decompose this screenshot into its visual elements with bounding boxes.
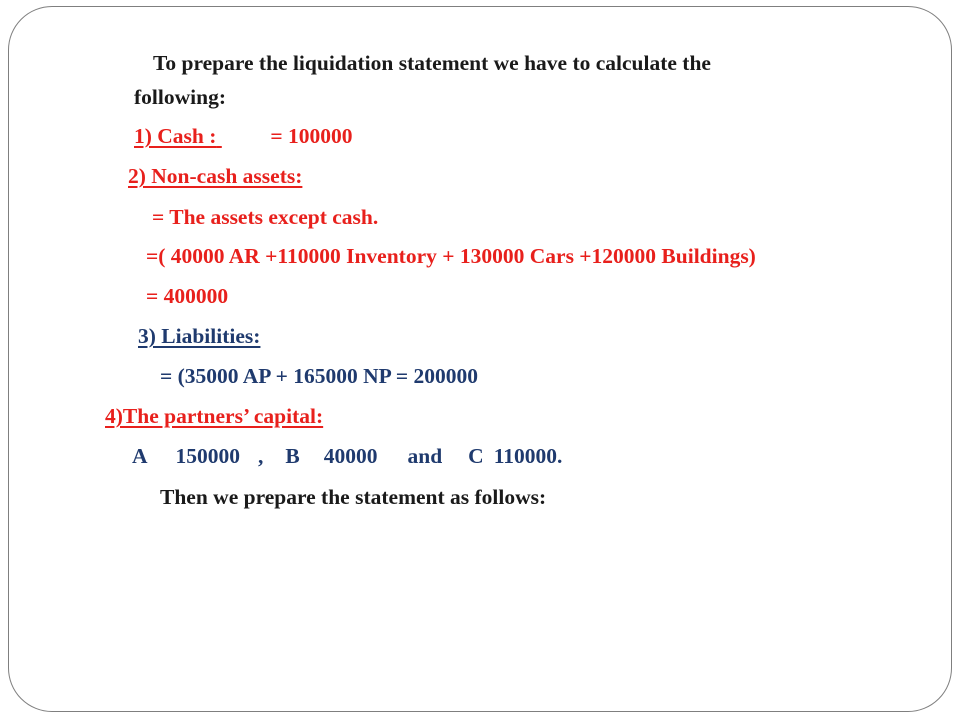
noncash-heading: 2) Non-cash assets: [128,164,303,188]
cash-label: 1) Cash : [134,124,217,148]
cash-row [134,126,353,148]
intro-line-1: To prepare the liquidation statement we have to calculate the [153,51,711,75]
capital-c-value: 110000. [493,444,563,468]
noncash-line-2: =( 40000 AR +110000 Inventory + 130000 Cars +120000 Buildings) [146,244,756,268]
capital-b-label: B [285,444,300,468]
capital-separator: , [258,444,264,468]
capital-row [132,446,562,468]
liabilities-heading: 3) Liabilities: [138,324,261,348]
cash-underline-gap [216,126,254,148]
noncash-line-1: = The assets except cash. [152,205,379,229]
capital-a-value: 150000 [175,444,241,468]
cash-value: = 100000 [270,124,353,148]
capital-b-value: 40000 [323,444,378,468]
capital-and: and [407,444,443,468]
slide-frame [8,6,952,712]
noncash-line-3: = 400000 [146,284,229,308]
capital-c-label: C [468,444,484,468]
intro-line-2: following: [134,85,226,109]
liabilities-line-1: = (35000 AP + 165000 NP = 200000 [160,364,479,388]
capital-heading: 4)The partners’ capital: [105,404,324,428]
closing-line: Then we prepare the statement as follows: [160,485,547,509]
capital-a-label: A [132,444,148,468]
